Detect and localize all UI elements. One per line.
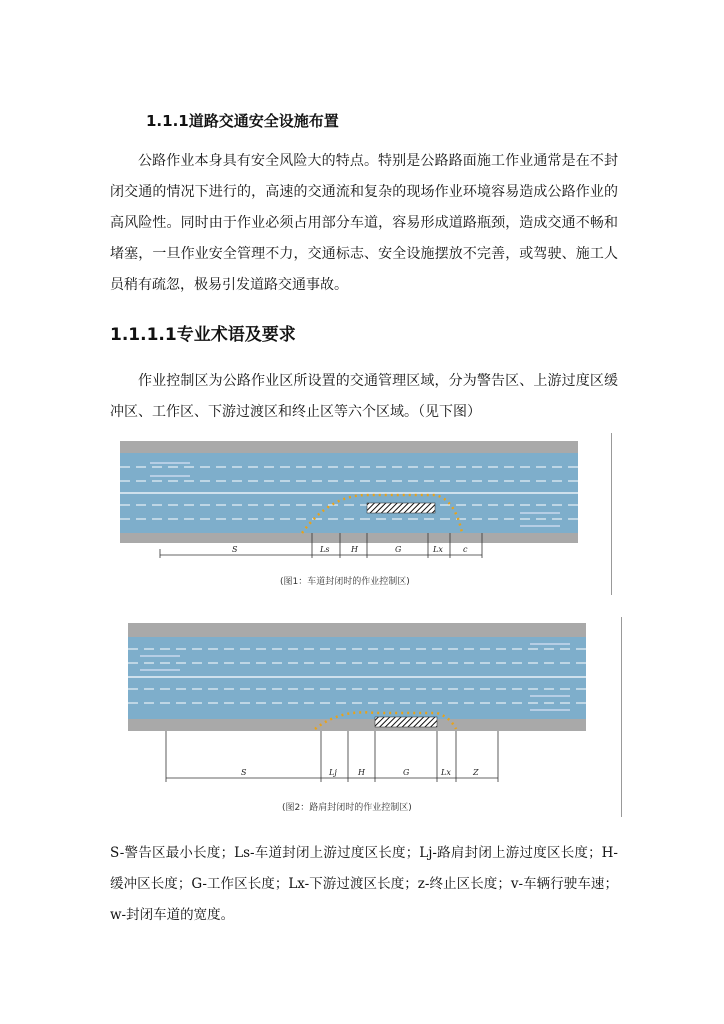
- upper-shoulder: [120, 441, 578, 453]
- upper-shoulder: [128, 623, 586, 637]
- label-lj: Lj: [329, 768, 337, 777]
- lower-shoulder: [120, 533, 578, 543]
- subsection-heading: 1.1.1.1专业术语及要求: [110, 325, 296, 345]
- work-area: [367, 503, 435, 513]
- figure-2-caption: (图2：路肩封闭时的作业控制区): [282, 803, 412, 813]
- label-h: H: [358, 768, 365, 777]
- figure-2-diagram: [110, 617, 618, 797]
- figure-shoulder-closure: [110, 617, 618, 820]
- label-g: G: [403, 768, 410, 777]
- zones-paragraph: 作业控制区为公路作业区所设置的交通管理区域，分为警告区、上游过度区缓冲区、工作区、下游过渡区和终止区等六个区域。（见下图）: [110, 373, 618, 420]
- label-s: S: [241, 768, 247, 777]
- label-s: S: [232, 545, 238, 554]
- figure-1-caption: (图1：车道封闭时的作业控制区): [280, 577, 410, 587]
- definitions-paragraph: S-警告区最小长度；Ls-车道封闭上游过度区长度；Lj-路肩封闭上游过度区长度；H-缓冲区长度；G-工作区长度；Lx-下游过渡区长度；z-终止区长度；v-车辆行驶车速；w-封闭车道的宽度。: [110, 845, 618, 923]
- work-area: [375, 717, 437, 727]
- label-lx: Lx: [433, 545, 443, 554]
- margin-line: [621, 617, 622, 817]
- label-z: Z: [473, 768, 479, 777]
- label-c: c: [463, 545, 468, 554]
- label-ls: Ls: [320, 545, 330, 554]
- label-lx: Lx: [441, 768, 451, 777]
- label-g: G: [395, 545, 402, 554]
- figure-lane-closure: [110, 433, 618, 593]
- figure-1-diagram: [110, 433, 618, 573]
- label-h: H: [351, 545, 358, 554]
- section-heading: 1.1.1道路交通安全设施布置: [146, 112, 339, 130]
- intro-paragraph: 公路作业本身具有安全风险大的特点。特别是公路路面施工作业通常是在不封闭交通的情况下进行的，高速的交通流和复杂的现场作业环境容易造成公路作业的高风险性。同时由于作业必须占用部分车道，容易形成道路瓶颈，造成交通不畅和堵塞，一旦作业安全管理不力，交通标志、安全设施摆放不完善，或驾驶、施工人员稍有疏忽，极易引发道路交通事故。: [110, 153, 618, 293]
- lower-shoulder: [128, 719, 586, 731]
